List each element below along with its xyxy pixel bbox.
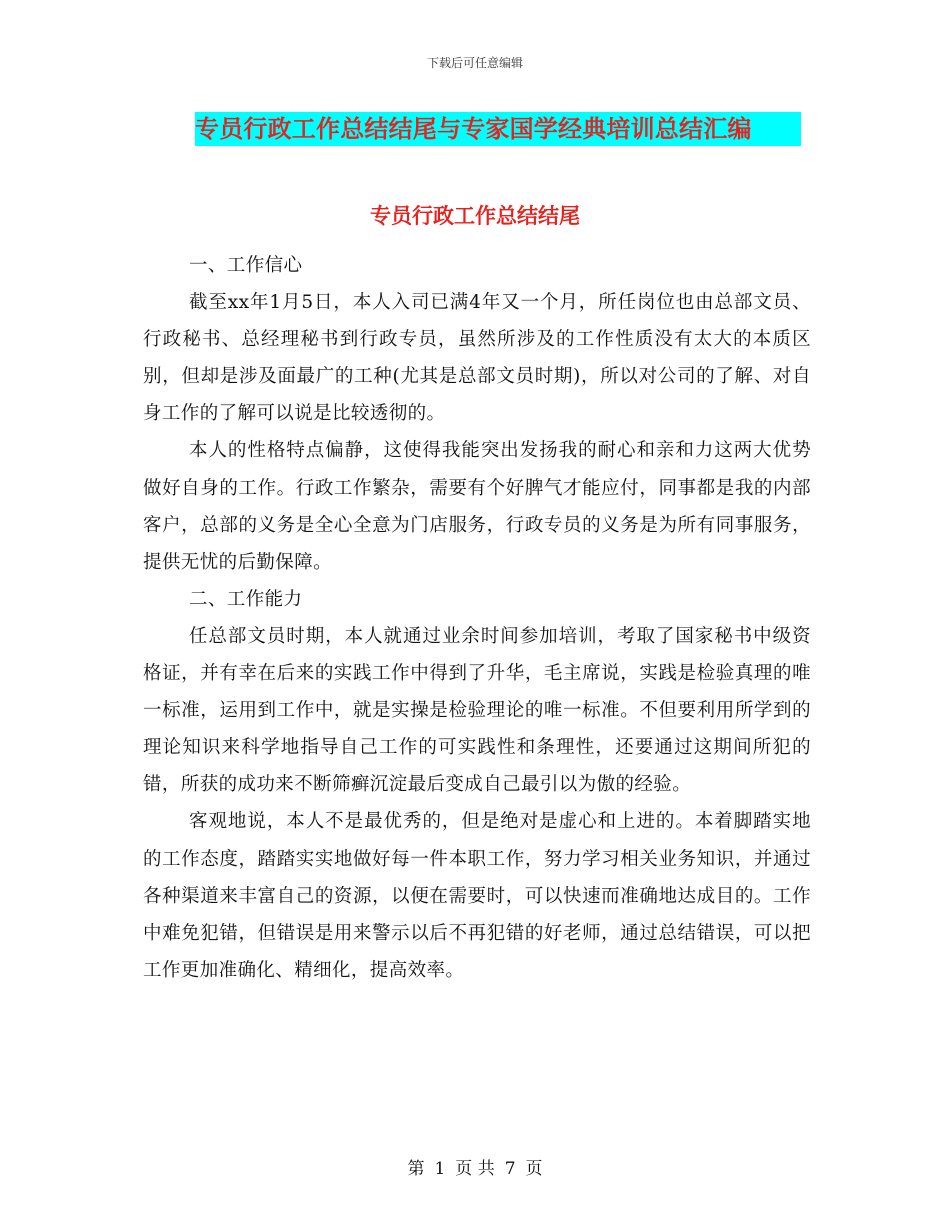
- paragraph: 任总部文员时期，本人就通过业余时间参加培训，考取了国家秘书中级资格证，并有幸在后来的实践工作中得到了升华，毛主席说，实践是检验真理的唯一标准，运用到工作中，就是实操是检验理论的唯一标准。不但要利用所学到的理论知识来科学地指导自己工作的可实践性和条理性，还要通过这期间所犯的错，所获的成功来不断筛癣沉淀最后变成自己最引以为傲的经验。: [143, 625, 811, 796]
- paragraph: 客观地说，本人不是最优秀的，但是绝对是虚心和上进的。本着脚踏实地的工作态度，踏踏实实地做好每一件本职工作，努力学习相关业务知识，并通过各种渠道来丰富自己的资源，以便在需要时，可以快速而准确地达成目的。工作中难免犯错，但错误是用来警示以后不再犯错的好老师，通过总结错误，可以把工作更加准确化、精细化，提高效率。: [143, 811, 811, 981]
- paragraph: 本人的性格特点偏静，这使得我能突出发扬我的耐心和亲和力这两大优势做好自身的工作。行政工作繁杂，需要有个好脾气才能应付，同事都是我的内部客户，总部的义务是全心全意为门店服务，行政专员的义务是为所有同事服务，提供无忧的后勤保障。: [143, 440, 811, 573]
- footer-total-pages: 7: [504, 1159, 516, 1179]
- document-body: [143, 247, 811, 989]
- footer-prefix: 第: [407, 1159, 425, 1179]
- header-note: 下载后可任意编辑: [426, 56, 523, 70]
- footer-middle: 页 共: [455, 1159, 495, 1179]
- section-title: 专员行政工作总结结尾: [370, 204, 580, 228]
- section-heading: 二、工作能力: [189, 588, 303, 610]
- document-title: 专员行政工作总结结尾与专家国学经典培训总结汇编: [195, 112, 801, 146]
- footer-page-number: 1: [434, 1159, 446, 1179]
- footer-suffix: 页: [525, 1159, 543, 1179]
- paragraph: 截至xx年1月5日，本人入司已满4年又一个月，所任岗位也由总部文员、行政秘书、总经理秘书到行政专员，虽然所涉及的工作性质没有太大的本质区别，但却是涉及面最广的工种(尤其是总部文员时期)，所以对公司的了解、对自身工作的了解可以说是比较透彻的。: [143, 292, 811, 425]
- section-heading: 一、工作信心: [189, 255, 303, 276]
- page-footer: [0, 1154, 950, 1179]
- document-title-container: [195, 112, 801, 146]
